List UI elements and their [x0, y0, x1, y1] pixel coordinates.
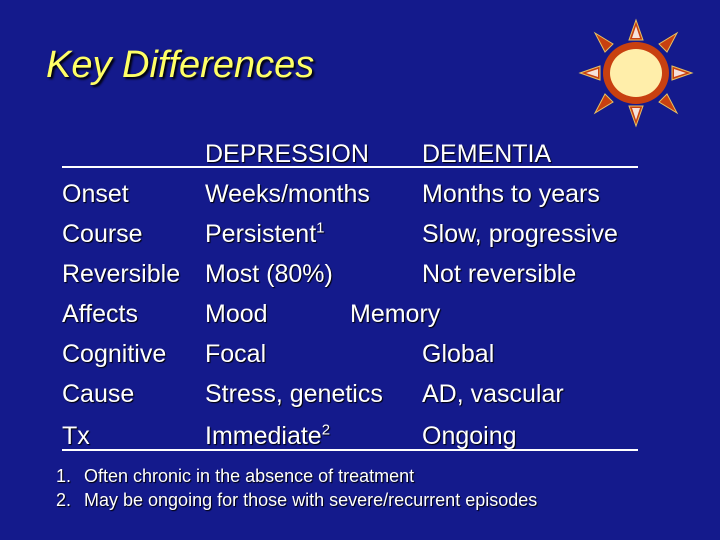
row-depression: Weeks/months	[205, 180, 370, 208]
footnote-marker: 2	[321, 421, 331, 439]
row-dementia: Global	[422, 340, 495, 368]
row-label: Cognitive	[62, 340, 167, 368]
footnote-text: May be ongoing for those with severe/recurrent episodes	[84, 490, 538, 510]
slide-title: Key Differences	[46, 44, 315, 86]
row-depression: Mood	[205, 300, 268, 328]
footnote	[56, 488, 537, 512]
header-depression: DEPRESSION	[205, 140, 369, 168]
row-depression	[205, 421, 330, 451]
row-depression: Focal	[205, 340, 267, 368]
header-dementia: DEMENTIA	[422, 140, 552, 168]
row-label: Affects	[62, 300, 138, 328]
row-label: Onset	[62, 180, 129, 208]
footnote-text: Often chronic in the absence of treatment	[84, 466, 415, 486]
depression-text: Immediate	[205, 422, 322, 450]
table-bottom-rule	[62, 449, 638, 451]
row-label: Course	[62, 220, 143, 248]
header-underline	[62, 166, 638, 168]
row-dementia: Ongoing	[422, 422, 517, 450]
footnote-number: 1.	[56, 466, 72, 486]
row-label: Reversible	[62, 260, 181, 288]
row-dementia: Memory	[350, 300, 441, 328]
row-dementia: Slow, progressive	[422, 220, 618, 248]
depression-text: Persistent	[205, 220, 317, 248]
row-depression	[205, 219, 325, 249]
footnote-number: 2.	[56, 490, 72, 510]
row-depression: Most (80%)	[205, 260, 333, 288]
footnote	[56, 464, 414, 488]
row-dementia: Months to years	[422, 180, 600, 208]
row-label: Cause	[62, 380, 135, 408]
sun-icon	[578, 18, 694, 128]
row-label: Tx	[62, 422, 90, 450]
footnote-marker: 1	[316, 219, 325, 237]
row-depression: Stress, genetics	[205, 380, 383, 408]
row-dementia: AD, vascular	[422, 380, 564, 408]
row-dementia: Not reversible	[422, 260, 577, 288]
